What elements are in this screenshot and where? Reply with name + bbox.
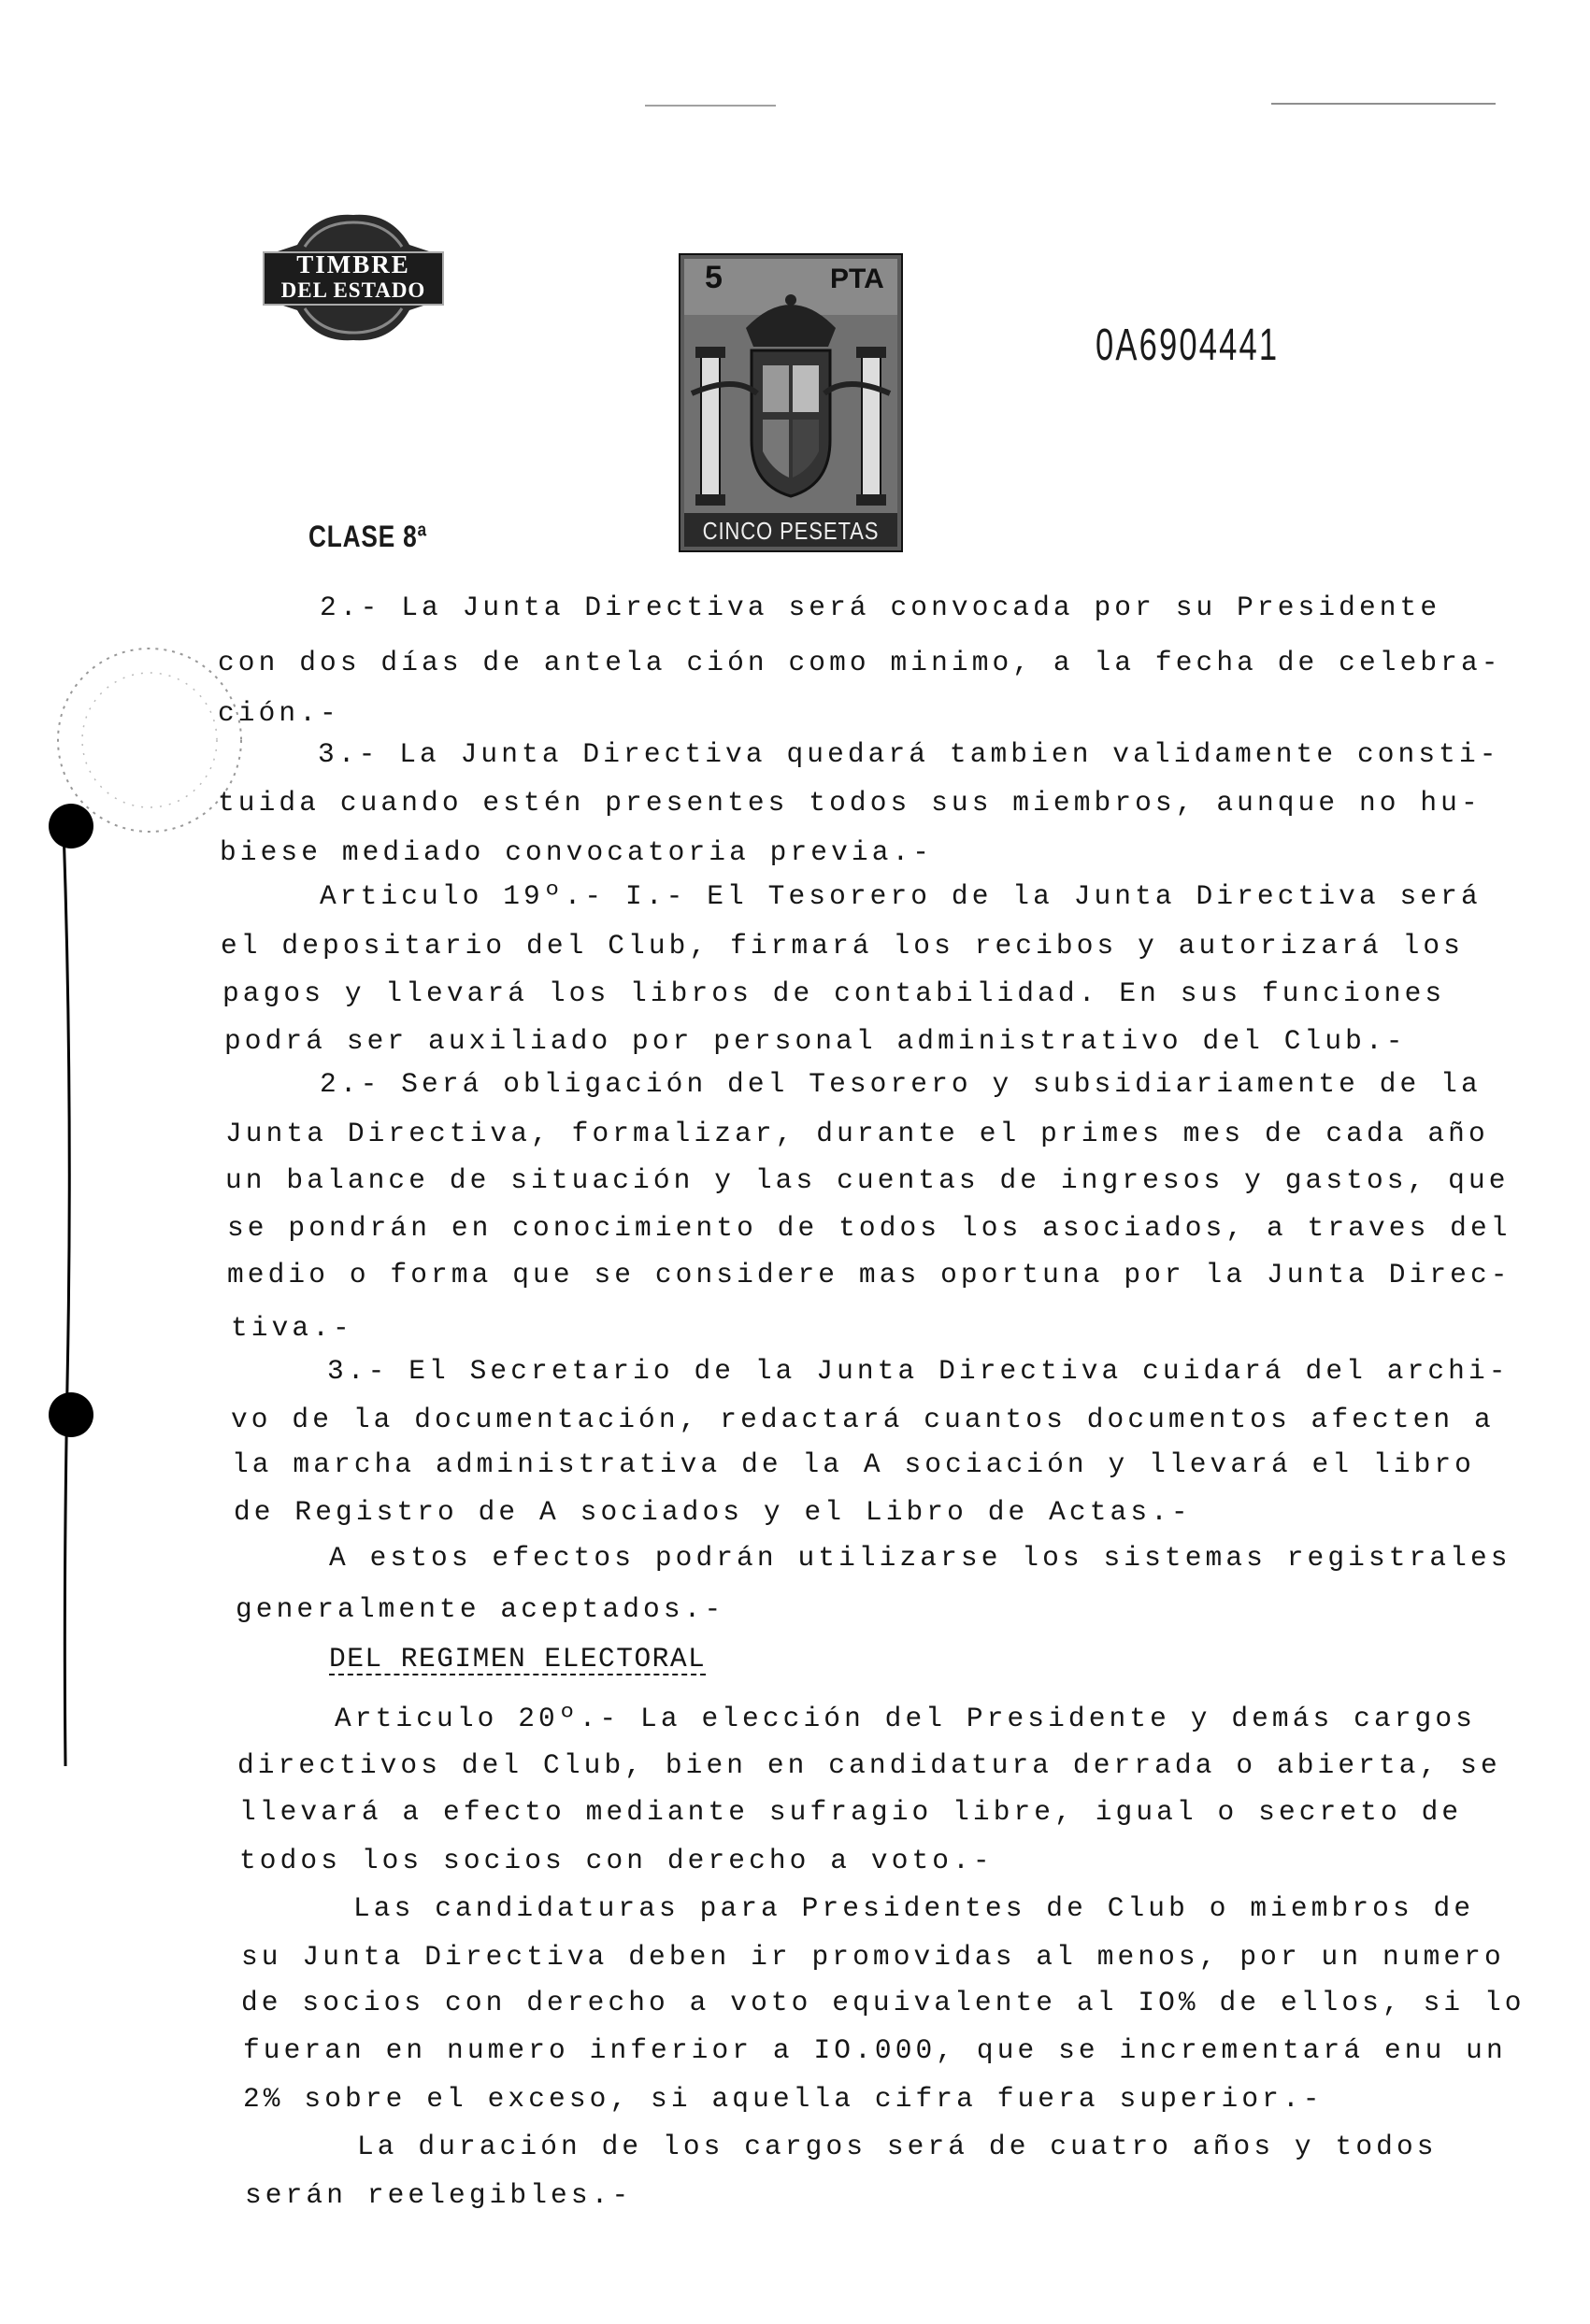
body-line-19: la marcha administrativa de la A sociación y llevará el libro	[232, 1448, 1475, 1480]
body-line-16: tiva.-	[231, 1312, 353, 1344]
body-line-17: 3.- El Secretario de la Junta Directiva cuidará del archi-	[327, 1355, 1510, 1387]
clase-label: CLASE 8ª	[308, 520, 428, 553]
timbre-line1: TIMBRE	[296, 250, 410, 278]
body-line-20: de Registro de A sociados y el Libro de Actas.-	[234, 1496, 1192, 1528]
body-line-33: La duración de los cargos será de cuatro años y todos	[357, 2131, 1438, 2162]
body-line-13: un balance de situación y las cuentas de ingresos y gastos, que	[225, 1164, 1510, 1196]
body-line-26: llevará a efecto mediante sufragio libre, igual o secreto de	[239, 1796, 1463, 1828]
top-rule-left	[645, 105, 776, 107]
body-line-3: ción.-	[218, 697, 340, 729]
body-line-32: 2% sobre el exceso, si aquella cifra fuera superior.-	[243, 2083, 1324, 2115]
timbre-line2: DEL ESTADO	[280, 278, 426, 302]
body-line-22: generalmente aceptados.-	[236, 1593, 725, 1625]
body-line-29: su Junta Directiva deben ir promovidas al menos, por un numero	[241, 1941, 1505, 1973]
stamp-currency: PTA	[830, 264, 884, 294]
body-line-2: con dos días de antela ción como minimo, a la fecha de celebra-	[218, 647, 1502, 678]
body-line-12: Junta Directiva, formalizar, durante el primes mes de cada año	[225, 1118, 1489, 1149]
body-line-1: 2.- La Junta Directiva será convocada por su Presidente	[320, 592, 1441, 623]
body-line-4: 3.- La Junta Directiva quedará tambien validamente consti-	[318, 738, 1500, 770]
body-line-18: vo de la documentación, redactará cuantos documentos afecten a	[231, 1404, 1495, 1435]
body-line-15: medio o forma que se considere mas oportuna por la Junta Direc-	[227, 1259, 1511, 1290]
body-line-11: 2.- Será obligación del Tesorero y subsidiariamente de la	[320, 1068, 1482, 1100]
body-line-7: Articulo 19º.- I.- El Tesorero de la Junta Directiva será	[320, 880, 1482, 912]
stamp-value-text: CINCO PESETAS	[702, 517, 880, 545]
serial-number: 0A6904441	[1096, 321, 1280, 370]
body-line-24: Articulo 20º.- La elección del Presidente y demás cargos	[335, 1703, 1476, 1734]
body-line-9: pagos y llevará los libros de contabilidad. En sus funciones	[222, 977, 1446, 1009]
body-line-25: directivos del Club, bien en candidatura derrada o abierta, se	[237, 1749, 1501, 1781]
binding-line	[52, 822, 90, 1775]
section-heading-regimen-electoral: DEL REGIMEN ELECTORAL	[329, 1643, 707, 1675]
body-line-28: Las candidaturas para Presidentes de Club o miembros de	[353, 1892, 1475, 1924]
body-line-31: fueran en numero inferior a IO.000, que se incrementará enu un	[243, 2034, 1507, 2066]
revenue-stamp	[679, 253, 903, 552]
body-line-8: el depositario del Club, firmará los recibos y autorizará los	[221, 930, 1464, 962]
body-line-14: se pondrán en conocimiento de todos los asociados, a traves del	[227, 1212, 1511, 1244]
body-line-5: tuida cuando estén presentes todos sus miembros, aunque no hu-	[218, 787, 1482, 819]
body-line-10: podrá ser auxiliado por personal administrativo del Club.-	[224, 1025, 1407, 1057]
timbre-label	[264, 252, 443, 303]
body-line-27: todos los socios con derecho a voto.-	[239, 1845, 994, 1876]
body-line-34: serán reelegibles.-	[245, 2179, 633, 2211]
stamp-denomination: 5	[705, 260, 723, 295]
body-line-21: A estos efectos podrán utilizarse los sistemas registrales	[329, 1542, 1511, 1574]
top-rule-right	[1271, 103, 1496, 105]
body-line-30: de socios con derecho a voto equivalente al IO% de ellos, si lo	[241, 1987, 1526, 2018]
body-line-6: biese mediado convocatoria previa.-	[220, 836, 934, 868]
